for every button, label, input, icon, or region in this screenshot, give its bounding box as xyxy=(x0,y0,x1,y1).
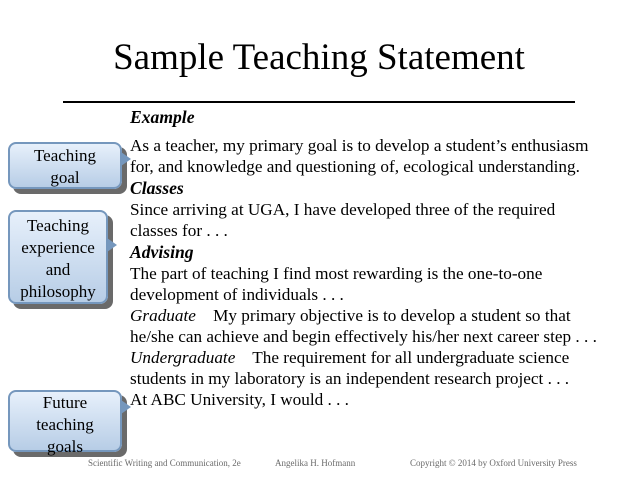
advising-line: The part of teaching I find most rewarding is the one-to-one xyxy=(130,264,543,283)
graduate-line: he/she can achieve and begin effectively his/her next career step . . . xyxy=(130,327,597,346)
footer-copyright: Copyright © 2014 by Oxford University Press xyxy=(410,458,577,468)
callout-line: Future xyxy=(42,393,88,412)
graduate-label: Graduate xyxy=(130,306,196,325)
classes-line: classes for . . . xyxy=(130,221,228,240)
example-heading: Example xyxy=(130,107,195,127)
callout-future-goals xyxy=(8,390,122,456)
undergrad-label: Undergraduate xyxy=(130,348,236,367)
advising-heading: Advising xyxy=(130,242,194,262)
callout-teaching-experience xyxy=(8,210,108,304)
graduate-text: My primary objective is to develop a student so that xyxy=(213,306,571,325)
undergrad-text: The requirement for all undergraduate science xyxy=(252,348,570,367)
title-divider xyxy=(63,101,575,103)
goal-line: for, and knowledge and questioning of, ecological understanding. xyxy=(130,157,580,176)
callout-line: philosophy xyxy=(20,282,96,301)
callout-line: Teaching xyxy=(33,146,97,165)
advising-line: development of individuals . . . xyxy=(130,285,344,304)
callout-line: and xyxy=(45,260,71,279)
footer-book: Scientific Writing and Communication, 2e xyxy=(88,458,241,468)
footer-author: Angelika H. Hofmann xyxy=(275,458,356,468)
future-line: At ABC University, I would . . . xyxy=(130,390,349,409)
callout-line: experience xyxy=(21,238,95,257)
goal-line: As a teacher, my primary goal is to develop a student’s enthusiasm xyxy=(130,136,589,155)
undergrad-line xyxy=(130,347,620,368)
classes-line: Since arriving at UGA, I have developed three of the required xyxy=(130,200,556,219)
callout-line: Teaching xyxy=(26,216,90,235)
statement-body xyxy=(130,106,620,410)
callout-line: teaching xyxy=(36,415,94,434)
slide-title: Sample Teaching Statement xyxy=(113,37,525,78)
undergrad-line: students in my laboratory is an independent research project . . . xyxy=(130,369,570,388)
callout-line: goal xyxy=(50,168,80,187)
callout-line: goals xyxy=(47,437,83,456)
callout-teaching-goal xyxy=(8,142,122,189)
classes-heading: Classes xyxy=(130,178,184,198)
graduate-line xyxy=(130,305,620,326)
callout-pointer xyxy=(107,238,117,252)
